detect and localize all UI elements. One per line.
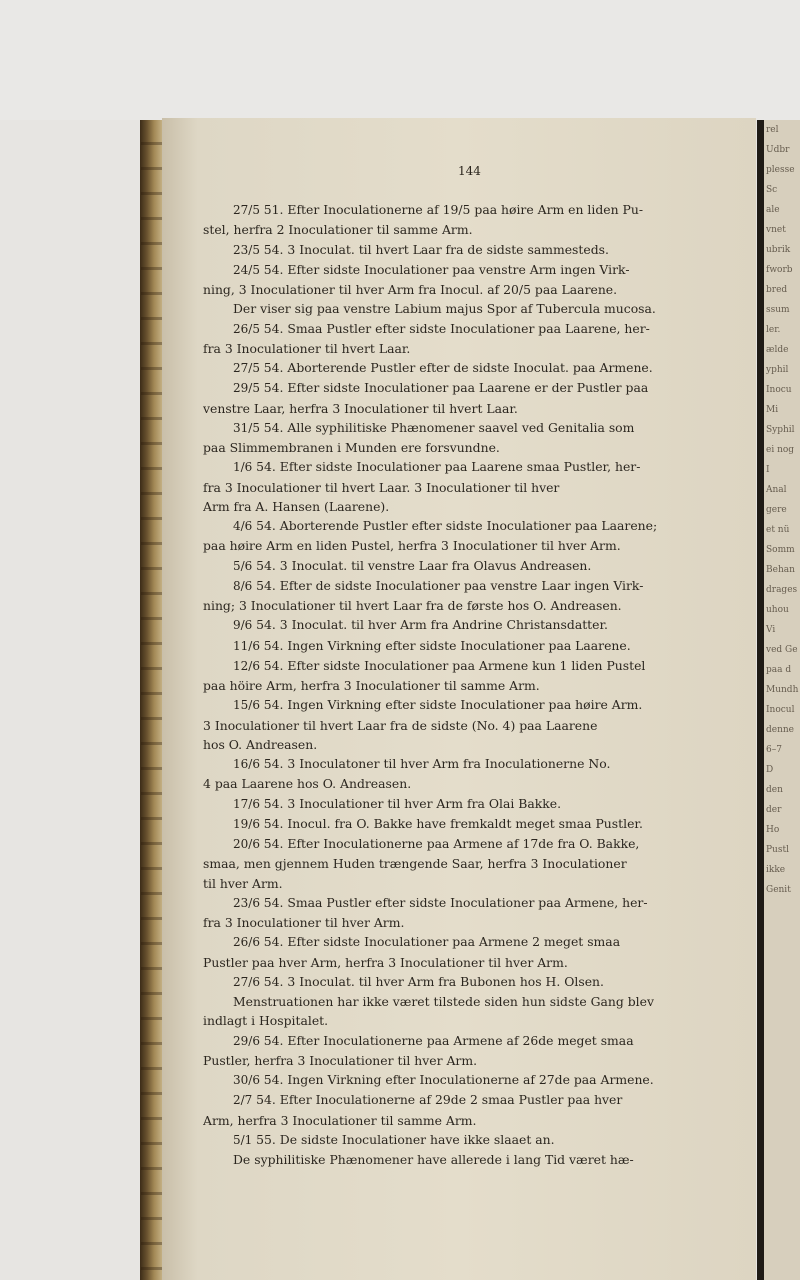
text-line xyxy=(203,992,731,1011)
entry-date: 27/6 xyxy=(233,974,264,989)
adjacent-page-fragment: ale xyxy=(766,205,780,215)
adjacent-page-fragment: plesse xyxy=(766,165,795,175)
text-line xyxy=(203,536,731,555)
line-text: paa höire Arm, herfra 3 Inoculationer til samme Arm. xyxy=(203,678,540,693)
adjacent-page-fragment: Behan xyxy=(766,565,795,575)
adjacent-page-fragment: ved Ge xyxy=(766,645,798,655)
text-line xyxy=(203,339,731,358)
text-line xyxy=(203,1051,731,1070)
line-text: 54. 3 Inoculat. til hvert Laar fra de sidste sammesteds. xyxy=(263,241,609,257)
entry-date: 17/6 xyxy=(233,796,264,811)
text-line xyxy=(203,596,731,615)
entry-date: 11/6 xyxy=(233,638,264,653)
line-text: 54. Efter sidste Inoculationer paa Laarene smaa Pustler, her- xyxy=(256,459,641,475)
text-line xyxy=(203,240,731,260)
line-text: paa høire Arm en liden Pustel, herfra 3 Inoculationer til hver Arm. xyxy=(203,538,621,554)
text-line xyxy=(203,932,731,952)
entry-date: 26/5 xyxy=(233,321,264,336)
line-text: stel, herfra 2 Inoculationer til samme Arm. xyxy=(203,222,473,238)
entry-date: 2/7 xyxy=(233,1093,257,1108)
entry-date: 1/6 xyxy=(233,460,257,475)
adjacent-page-fragment: I xyxy=(766,465,770,475)
text-line xyxy=(203,1031,731,1051)
line-text: 54. Smaa Pustler efter sidste Inoculationer paa Laarene, her- xyxy=(263,320,650,336)
line-text: Arm, herfra 3 Inoculationer til samme Arm. xyxy=(203,1112,477,1128)
adjacent-page-fragment: Mundh xyxy=(766,685,799,695)
text-line xyxy=(203,220,731,239)
text-line xyxy=(203,676,731,695)
line-text: hos O. Andreasen. xyxy=(203,736,318,752)
text-line xyxy=(203,893,731,913)
entry-date: 27/5 xyxy=(233,203,264,217)
adjacent-page-fragment: denne xyxy=(766,725,795,735)
adjacent-page-fragment: Inocul xyxy=(766,705,795,715)
line-text: 3 Inoculationer til hvert Laar fra de sidste (No. 4) paa Laarene xyxy=(203,717,598,733)
line-text: 54. 3 Inoculat. til venstre Laar fra Olavus Andreasen. xyxy=(256,557,592,573)
text-line xyxy=(203,656,731,676)
line-text: 54. Ingen Virkning efter Inoculationerne af 27de paa Armene. xyxy=(263,1072,654,1087)
text-line xyxy=(203,200,731,220)
text-line xyxy=(203,1090,731,1110)
entry-date: 4/6 xyxy=(233,519,257,533)
line-text: 54. Alle syphilitiske Phænomener saavel ved Genitalia som xyxy=(263,419,635,435)
text-line xyxy=(203,516,731,536)
entry-date: 16/6 xyxy=(233,757,264,771)
adjacent-page-fragment: ikke xyxy=(766,865,786,875)
entry-date: 5/1 xyxy=(233,1132,257,1147)
line-text: 54. Aborterende Pustler efter sidste Inoculationer paa Laarene; xyxy=(256,518,658,533)
line-text: 54. Efter de sidste Inoculationer paa venstre Laar ingen Virk- xyxy=(256,577,644,593)
entry-date: 23/5 xyxy=(233,242,264,257)
entry-date: 26/6 xyxy=(233,935,264,950)
adjacent-page-fragment: den xyxy=(766,785,783,795)
adjacent-page-fragment: rel xyxy=(766,125,779,135)
entry-date: 9/6 xyxy=(233,618,257,633)
adjacent-page-fragment: Sc xyxy=(766,185,778,195)
text-line xyxy=(203,794,731,814)
line-text: 54. 3 Inoculat. til hver Arm fra Andrine Christansdatter. xyxy=(256,617,608,633)
text-line xyxy=(203,319,731,339)
adjacent-page-fragment: gere xyxy=(766,505,787,515)
entry-date: 29/5 xyxy=(233,381,264,396)
line-text: 54. Efter sidste Inoculationer paa venstre Arm ingen Virk- xyxy=(263,261,630,277)
entry-date: 12/6 xyxy=(233,658,264,673)
text-line xyxy=(203,953,731,972)
text-line xyxy=(203,438,731,457)
text-line xyxy=(203,399,731,418)
entry-date: 8/6 xyxy=(233,578,257,593)
line-text: De syphilitiske Phænomener have allerede i lang Tid været hæ- xyxy=(233,1152,634,1167)
adjacent-page-fragment: Vi xyxy=(766,625,776,635)
line-text: fra 3 Inoculationer til hvert Laar. 3 Inoculationer til hver xyxy=(203,479,560,495)
adjacent-page-fragment: der xyxy=(766,805,782,815)
line-text: indlagt i Hospitalet. xyxy=(203,1013,329,1029)
line-text: smaa, men gjennem Huden trængende Saar, herfra 3 Inoculationer xyxy=(203,856,627,872)
adjacent-page-fragment: Ho xyxy=(766,825,780,835)
adjacent-page-fragment: fworb xyxy=(766,265,793,275)
line-text: 51. Efter Inoculationerne af 19/5 paa høire Arm en liden Pu- xyxy=(263,202,644,217)
background xyxy=(0,0,800,120)
background-top-right xyxy=(756,0,800,120)
entry-date: 24/5 xyxy=(233,262,264,277)
line-text: Menstruationen har ikke været tilstede siden hun sidste Gang blev xyxy=(233,994,654,1009)
line-text: 54. Efter sidste Inoculationer paa Armene kun 1 liden Pustel xyxy=(263,657,646,673)
text-line xyxy=(203,695,731,715)
line-text: 54. Ingen Virkning efter sidste Inoculationer paa høire Arm. xyxy=(263,697,643,713)
text-line xyxy=(203,854,731,873)
line-text: fra 3 Inoculationer til hvert Laar. xyxy=(203,340,411,356)
line-text: 54. Efter Inoculationerne paa Armene af 26de meget smaa xyxy=(263,1032,634,1048)
text-line xyxy=(203,299,731,318)
line-text: 54. Aborterende Pustler efter de sidste Inoculat. paa Armene. xyxy=(263,360,653,375)
adjacent-page-fragment: vnet xyxy=(766,225,786,235)
text-line xyxy=(203,556,731,576)
entry-date: 19/6 xyxy=(233,816,264,831)
adjacent-page-fragment: 6–7 xyxy=(766,745,782,755)
text-line xyxy=(203,1130,731,1150)
line-text: 4 paa Laarene hos O. Andreasen. xyxy=(203,776,412,792)
adjacent-page-fragment: Udbr xyxy=(766,145,790,155)
adjacent-page-fragment: drages xyxy=(766,585,798,595)
line-text: paa Slimmembranen i Munden ere forsvundne. xyxy=(203,440,500,455)
entry-date: 29/6 xyxy=(233,1033,264,1048)
text-line xyxy=(203,716,731,735)
line-text: 54. Efter Inoculationerne paa Armene af 17de fra O. Bakke, xyxy=(263,836,640,851)
adjacent-page-fragment: ssum xyxy=(766,305,790,315)
text-line xyxy=(203,260,731,280)
text-line xyxy=(203,1150,731,1169)
text-line xyxy=(203,1011,731,1030)
text-line xyxy=(203,378,731,398)
line-text: venstre Laar, herfra 3 Inoculationer til hvert Laar. xyxy=(203,400,518,416)
text-line xyxy=(203,497,731,516)
line-text: Arm fra A. Hansen (Laarene). xyxy=(203,498,390,514)
adjacent-page-fragment: Somm xyxy=(766,545,795,555)
adjacent-page-fragment: uhou xyxy=(766,605,789,615)
text-line xyxy=(203,834,731,854)
adjacent-page-fragment: Mi xyxy=(766,405,779,415)
text-line xyxy=(203,636,731,656)
adjacent-page-fragment: ei nog xyxy=(766,445,795,455)
adjacent-page-fragment: Anal xyxy=(766,485,787,495)
line-text: 54. 3 Inoculationer til hver Arm fra Olai Bakke. xyxy=(263,795,562,811)
adjacent-page-edge xyxy=(764,120,800,1280)
text-line xyxy=(203,972,731,992)
adjacent-page-fragment: ælde xyxy=(766,345,789,355)
entry-date: 20/6 xyxy=(233,837,264,851)
text-line xyxy=(203,814,731,834)
adjacent-page-fragment: bred xyxy=(766,285,788,295)
page-text xyxy=(203,200,731,1169)
adjacent-page-fragment: Genit xyxy=(766,885,791,895)
adjacent-page-fragment: ler. xyxy=(766,325,781,335)
entry-date: 30/6 xyxy=(233,1073,264,1087)
adjacent-page-fragment: Syphil xyxy=(766,425,795,435)
line-text: ning; 3 Inoculationer til hvert Laar fra de første hos O. Andreasen. xyxy=(203,598,622,613)
adjacent-page-fragment: Pustl xyxy=(766,845,789,855)
adjacent-page-fragment: et nü xyxy=(766,525,790,535)
line-text: 55. De sidste Inoculationer have ikke slaaet an. xyxy=(256,1131,555,1147)
text-line xyxy=(203,1070,731,1090)
line-text: ning, 3 Inoculationer til hver Arm fra Inocul. af 20/5 paa Laarene. xyxy=(203,282,618,297)
adjacent-page-fragment: paa d xyxy=(766,665,792,675)
adjacent-page-fragment: ubrik xyxy=(766,245,791,255)
line-text: 54. Smaa Pustler efter sidste Inoculationer paa Armene, her- xyxy=(263,894,648,910)
line-text: 54. Efter Inoculationerne af 29de 2 smaa Pustler paa hver xyxy=(256,1092,623,1108)
entry-date: 23/6 xyxy=(233,895,264,910)
text-line xyxy=(203,280,731,299)
line-text: 54. Ingen Virkning efter sidste Inoculationer paa Laarene. xyxy=(263,637,631,653)
text-line xyxy=(203,874,731,893)
text-line xyxy=(203,418,731,438)
text-line xyxy=(203,478,731,497)
adjacent-page-fragment: D xyxy=(766,765,774,775)
text-line xyxy=(203,358,731,378)
text-line xyxy=(203,913,731,932)
entry-date: 27/5 xyxy=(233,361,264,375)
text-line xyxy=(203,754,731,774)
entry-date: 31/5 xyxy=(233,420,264,435)
entry-date: 15/6 xyxy=(233,698,264,713)
text-line xyxy=(203,457,731,477)
adjacent-page-fragment: Inocu xyxy=(766,385,792,395)
page-number: 144 xyxy=(458,164,481,178)
text-line xyxy=(203,615,731,635)
line-text: Der viser sig paa venstre Labium majus Spor af Tubercula mucosa. xyxy=(233,301,656,317)
text-line xyxy=(203,576,731,596)
text-line xyxy=(203,774,731,793)
text-line xyxy=(203,1111,731,1130)
line-text: Pustler, herfra 3 Inoculationer til hver Arm. xyxy=(203,1052,478,1068)
line-text: til hver Arm. xyxy=(203,875,283,891)
adjacent-page-fragment: yphil xyxy=(766,365,789,375)
line-text: 54. Inocul. fra O. Bakke have fremkaldt meget smaa Pustler. xyxy=(263,815,643,831)
line-text: 54. Efter sidste Inoculationer paa Laarene er der Pustler paa xyxy=(263,380,649,396)
spine-stitching xyxy=(141,120,163,1280)
line-text: fra 3 Inoculationer til hver Arm. xyxy=(203,915,405,930)
entry-date: 5/6 xyxy=(233,558,257,573)
line-text: 54. Efter sidste Inoculationer paa Armene 2 meget smaa xyxy=(263,934,621,950)
line-text: 54. 3 Inoculatoner til hver Arm fra Inoculationerne No. xyxy=(263,756,611,771)
line-text: Pustler paa hver Arm, herfra 3 Inoculationer til hver Arm. xyxy=(203,954,568,970)
line-text: 54. 3 Inoculat. til hver Arm fra Bubonen hos H. Olsen. xyxy=(263,973,604,989)
text-line xyxy=(203,735,731,754)
